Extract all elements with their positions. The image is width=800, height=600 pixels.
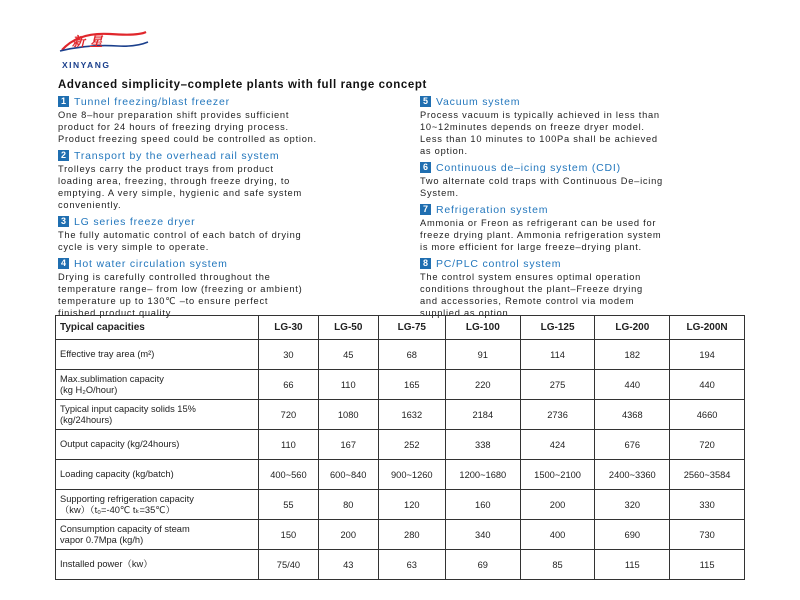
feature-number-badge: 6	[420, 162, 431, 173]
table-cell: 114	[520, 340, 595, 370]
feature-title: Tunnel freezing/blast freezer	[74, 95, 230, 108]
feature-title: LG series freeze dryer	[74, 215, 196, 228]
table-cell: 338	[445, 430, 520, 460]
feature-number-badge: 4	[58, 258, 69, 269]
feature-section	[58, 257, 403, 319]
table-cell: 275	[520, 370, 595, 400]
table-header-model: LG-75	[378, 316, 445, 340]
table-cell: 4368	[595, 400, 670, 430]
table-cell: 440	[670, 370, 745, 400]
brand-name: XINYANG	[62, 60, 111, 70]
table-cell: 2736	[520, 400, 595, 430]
feature-section-header	[420, 203, 765, 216]
table-cell: 55	[259, 490, 319, 520]
brand-logo-mark	[58, 30, 150, 52]
table-row-label: Loading capacity (kg/batch)	[56, 460, 259, 490]
table-cell: 120	[378, 490, 445, 520]
table-cell: 91	[445, 340, 520, 370]
feature-section	[420, 203, 765, 253]
table-header-model: LG-100	[445, 316, 520, 340]
table-cell: 165	[378, 370, 445, 400]
table-header-model: LG-30	[259, 316, 319, 340]
table-cell: 424	[520, 430, 595, 460]
table-row-label: Installed power（kw）	[56, 550, 259, 580]
feature-section-header	[420, 95, 765, 108]
table-cell: 115	[670, 550, 745, 580]
table-cell: 115	[595, 550, 670, 580]
table-cell: 220	[445, 370, 520, 400]
table-cell: 66	[259, 370, 319, 400]
table-cell: 720	[259, 400, 319, 430]
table-row	[56, 370, 745, 400]
table-cell: 330	[670, 490, 745, 520]
feature-section-header	[58, 149, 403, 162]
table-cell: 1200~1680	[445, 460, 520, 490]
table-row	[56, 460, 745, 490]
table-header-model: LG-125	[520, 316, 595, 340]
features-left-column	[58, 95, 403, 323]
table-row-label: Output capacity (kg/24hours)	[56, 430, 259, 460]
table-row-label: Max.sublimation capacity (kg H₂O/hour)	[56, 370, 259, 400]
table-header-model: LG-50	[318, 316, 378, 340]
feature-description: Drying is carefully controlled throughout the temperature range– from low (freezing or ambient) temperature up to 130℃ –to ensure perfect finished product quality.	[58, 272, 303, 318]
table-cell: 320	[595, 490, 670, 520]
feature-title: Hot water circulation system	[74, 257, 228, 270]
feature-section	[58, 215, 403, 253]
table-header-label: Typical capacities	[56, 316, 259, 340]
feature-description: The control system ensures optimal operation conditions throughout the plant–Freeze drying and accessories, Remote control via modem supplied as option.	[420, 272, 643, 318]
table-cell: 167	[318, 430, 378, 460]
table-cell: 2184	[445, 400, 520, 430]
table-cell: 730	[670, 520, 745, 550]
table-cell: 194	[670, 340, 745, 370]
table-cell: 150	[259, 520, 319, 550]
table-cell: 182	[595, 340, 670, 370]
table-cell: 2560~3584	[670, 460, 745, 490]
table-row	[56, 340, 745, 370]
feature-section	[420, 161, 765, 199]
capacity-table	[55, 315, 745, 580]
table-cell: 2400~3360	[595, 460, 670, 490]
table-cell: 600~840	[318, 460, 378, 490]
table-row	[56, 430, 745, 460]
table-row-label: Consumption capacity of steam vapor 0.7Mpa (kg/h)	[56, 520, 259, 550]
feature-number-badge: 5	[420, 96, 431, 107]
table-header-model: LG-200	[595, 316, 670, 340]
table-row-label: Effective tray area (m²)	[56, 340, 259, 370]
table-cell: 68	[378, 340, 445, 370]
feature-number-badge: 3	[58, 216, 69, 227]
table-row-label: Typical input capacity solids 15% (kg/24hours)	[56, 400, 259, 430]
feature-number-badge: 1	[58, 96, 69, 107]
table-cell: 160	[445, 490, 520, 520]
table-header-model: LG-200N	[670, 316, 745, 340]
feature-description: Process vacuum is typically achieved in less than 10~12minutes depends on freeze dryer model. Less than 10 minutes to 100Pa shall be achieved as option.	[420, 110, 660, 156]
feature-section	[58, 149, 403, 211]
feature-description: The fully automatic control of each batch of drying cycle is very simple to operate.	[58, 230, 302, 252]
table-cell: 69	[445, 550, 520, 580]
table-cell: 340	[445, 520, 520, 550]
feature-section	[420, 257, 765, 319]
table-cell: 440	[595, 370, 670, 400]
table-cell: 252	[378, 430, 445, 460]
feature-title: Refrigeration system	[436, 203, 549, 216]
table-cell: 75/40	[259, 550, 319, 580]
table-cell: 45	[318, 340, 378, 370]
table-cell: 1500~2100	[520, 460, 595, 490]
feature-title: Continuous de–icing system (CDI)	[436, 161, 621, 174]
table-cell: 43	[318, 550, 378, 580]
table-cell: 4660	[670, 400, 745, 430]
table-cell: 1080	[318, 400, 378, 430]
page-headline: Advanced simplicity–complete plants with full range concept	[58, 79, 427, 91]
table-cell: 280	[378, 520, 445, 550]
table-cell: 200	[520, 490, 595, 520]
feature-number-badge: 2	[58, 150, 69, 161]
table-cell: 676	[595, 430, 670, 460]
table-cell: 400~560	[259, 460, 319, 490]
table-row-label: Supporting refrigeration capacity （kw）（t₀=-40℃ tₖ=35℃）	[56, 490, 259, 520]
table-cell: 400	[520, 520, 595, 550]
table-cell: 110	[259, 430, 319, 460]
table-cell: 30	[259, 340, 319, 370]
feature-description: Trolleys carry the product trays from product loading area, freezing, through freeze drying, to emptying. A very simple, hygienic and safe system conveniently.	[58, 164, 302, 210]
feature-section-header	[58, 215, 403, 228]
table-row	[56, 550, 745, 580]
feature-title: PC/PLC control system	[436, 257, 562, 270]
table-row	[56, 520, 745, 550]
table-cell: 85	[520, 550, 595, 580]
capacity-table-header-row	[56, 316, 745, 340]
feature-title: Transport by the overhead rail system	[74, 149, 280, 162]
feature-section-header	[420, 161, 765, 174]
feature-description: Two alternate cold traps with Continuous De–icing System.	[420, 176, 663, 198]
feature-title: Vacuum system	[436, 95, 521, 108]
table-cell: 110	[318, 370, 378, 400]
feature-section-header	[420, 257, 765, 270]
feature-number-badge: 7	[420, 204, 431, 215]
table-row	[56, 490, 745, 520]
feature-section	[58, 95, 403, 145]
feature-number-badge: 8	[420, 258, 431, 269]
table-cell: 80	[318, 490, 378, 520]
table-cell: 200	[318, 520, 378, 550]
table-cell: 900~1260	[378, 460, 445, 490]
feature-section-header	[58, 257, 403, 270]
table-cell: 720	[670, 430, 745, 460]
feature-section-header	[58, 95, 403, 108]
table-cell: 1632	[378, 400, 445, 430]
feature-description: One 8–hour preparation shift provides sufficient product for 24 hours of freezing drying process. Product freezing speed could be controlled as option.	[58, 110, 317, 144]
brand-logo	[58, 30, 150, 72]
table-cell: 690	[595, 520, 670, 550]
capacity-table-body	[56, 340, 745, 580]
features-right-column	[420, 95, 765, 323]
feature-section	[420, 95, 765, 157]
brand-logo-text: 新 星	[72, 35, 103, 50]
table-cell: 63	[378, 550, 445, 580]
table-row	[56, 400, 745, 430]
feature-description: Ammonia or Freon as refrigerant can be used for freeze drying plant. Ammonia refrigeration system is more efficient for large freeze–drying plant.	[420, 218, 662, 252]
